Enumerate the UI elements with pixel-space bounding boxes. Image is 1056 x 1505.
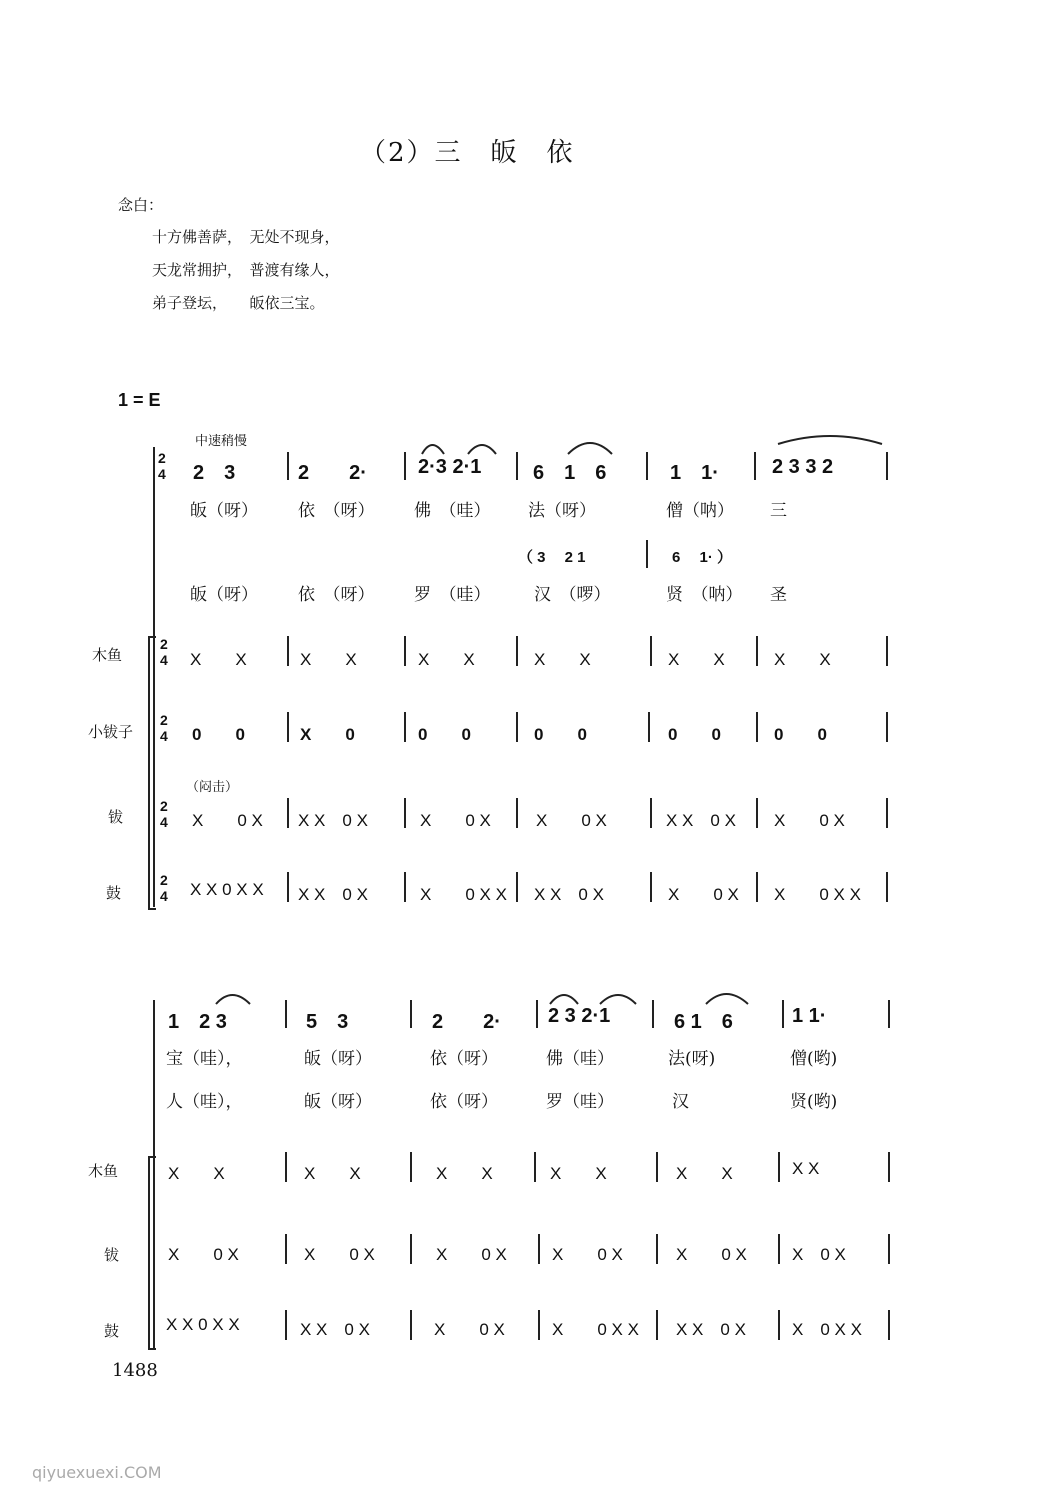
melody-measure: 5 3 (306, 1011, 349, 1033)
instrument-name: 钹 (108, 808, 124, 826)
melody-measure: 2 2· (432, 1011, 501, 1033)
lyric: 罗 （哇） (414, 585, 491, 605)
melody-measure: 6 1 6 (533, 462, 607, 484)
beat-measure: X 0 X (304, 1245, 375, 1264)
beat-measure: X X (676, 1164, 733, 1183)
lyric: 依 （呀） (298, 501, 375, 521)
beat-measure: X 0 X (668, 885, 739, 904)
instrument-name: 鼓 (106, 884, 122, 902)
lyric: 僧(哟) (790, 1049, 838, 1069)
recitation-line: 弟子登坛， 皈依三宝。 (152, 294, 325, 312)
beat-measure: X X (436, 1164, 493, 1183)
lyric: 法（呀） (528, 501, 596, 521)
key-signature: 1 = E (118, 390, 161, 410)
beat-measure: 0 0 (668, 725, 721, 744)
beat-measure: X 0 X X (792, 1320, 862, 1339)
instrument-name: 小钹子 (88, 723, 134, 741)
beat-measure: X X 0 X (666, 811, 736, 830)
percussion-brace (148, 636, 156, 910)
tempo-marking: 中速稍慢 (195, 434, 248, 449)
melody-measure: 1 2 3 (168, 1011, 227, 1033)
beat-measure: X 0 X (192, 811, 263, 830)
lyric: 佛（哇） (546, 1049, 614, 1069)
beat-measure: X X 0 X (298, 885, 368, 904)
beat-measure: X 0 X (792, 1245, 846, 1264)
lyric: 皈（呀） (190, 501, 258, 521)
beat-measure: X X (418, 650, 475, 669)
lyric: 皈（呀） (190, 585, 258, 605)
percussion-brace (148, 1156, 156, 1350)
beat-measure: 0 0 (418, 725, 471, 744)
beat-measure: X 0 X (436, 1245, 507, 1264)
melody-measure: 2·3 2·1 (418, 456, 482, 478)
beat-measure: X 0 X (536, 811, 607, 830)
melody-measure: 2 2· (298, 462, 367, 484)
beat-measure: X X 0 X (298, 811, 368, 830)
beat-measure: X 0 X X (420, 885, 507, 904)
lyric: 宝（哇）， (166, 1049, 243, 1069)
beat-measure: X 0 X (774, 811, 845, 830)
beat-measure: X 0 X (434, 1320, 505, 1339)
melody-measure: 1 1· (670, 462, 719, 484)
interlude: 6 1· ） (672, 549, 733, 566)
instrument-name: 木鱼 (92, 646, 123, 664)
interlude: （ 3 2 1 (518, 549, 586, 566)
melody-measure: 2 3 (193, 462, 236, 484)
time-signature: 2 4 (160, 872, 168, 904)
melody-measure: 2 3 3 2 (772, 456, 834, 478)
lyric: 贤 （呐） (666, 585, 743, 605)
lyric: 依 （呀） (298, 585, 375, 605)
lyric: 人（哇）， (166, 1092, 243, 1112)
beat-measure: X X 0 X (676, 1320, 746, 1339)
beat-measure: X X (190, 650, 247, 669)
lyric: 贤(哟) (790, 1092, 838, 1112)
beat-measure: X 0 X (420, 811, 491, 830)
beat-measure: X X 0 X (300, 1320, 370, 1339)
beat-measure: X X (774, 650, 831, 669)
lyric: 罗（哇） (546, 1092, 614, 1112)
beat-measure: X 0 X (676, 1245, 747, 1264)
beat-measure: X 0 X X (552, 1320, 639, 1339)
lyric: 皈（呀） (304, 1049, 372, 1069)
beat-measure: X X (304, 1164, 361, 1183)
beat-measure: X 0 X X (774, 885, 861, 904)
beat-measure: X X (168, 1164, 225, 1183)
closed-hit-marking: （闷击） (186, 780, 239, 795)
time-signature: 2 4 (160, 636, 168, 668)
beat-measure: 0 0 (534, 725, 587, 744)
melody-measure: 2 3 2·1 (548, 1005, 611, 1027)
recitation-line: 天龙常拥护， 普渡有缘人， (152, 261, 340, 279)
beat-measure: X X 0 X (534, 885, 604, 904)
lyric: 皈（呀） (304, 1092, 372, 1112)
beat-measure: X 0 (300, 725, 355, 744)
lyric: 法(呀) (668, 1049, 716, 1069)
beat-measure: X X (550, 1164, 607, 1183)
instrument-name: 钹 (104, 1246, 120, 1264)
beat-measure: X X (300, 650, 357, 669)
slur-marks (410, 432, 890, 462)
melody-measure: 6 1 6 (674, 1011, 733, 1033)
beat-measure: X X (792, 1159, 820, 1178)
instrument-name: 鼓 (104, 1322, 120, 1340)
page-title: （2）三 皈 依 (360, 138, 575, 168)
beat-measure: X 0 X (168, 1245, 239, 1264)
beat-measure: 0 0 (774, 725, 827, 744)
watermark: qiyuexuexi.COM (32, 1463, 162, 1482)
lyric: 三 (770, 501, 787, 521)
beat-measure: X X (534, 650, 591, 669)
lyric: 圣 (770, 585, 787, 605)
beat-measure: 0 0 (192, 725, 245, 744)
lyric: 依（呀） (430, 1092, 498, 1112)
melody-measure: 1 1· (792, 1005, 827, 1027)
recitation-label: 念白： (118, 196, 164, 214)
page-number: 1488 (112, 1360, 158, 1381)
beat-measure: X X 0 X X (190, 880, 264, 899)
recitation-line: 十方佛善萨， 无处不现身， (152, 228, 340, 246)
lyric: 佛 （哇） (414, 501, 491, 521)
time-signature: 2 4 (160, 712, 168, 744)
lyric: 汉 （啰） (534, 585, 611, 605)
beat-measure: X X (668, 650, 725, 669)
instrument-name: 木鱼 (88, 1162, 119, 1180)
time-signature: 2 4 (160, 798, 168, 830)
lyric: 汉 (672, 1092, 689, 1112)
beat-measure: X X 0 X X (166, 1315, 240, 1334)
beat-measure: X 0 X (552, 1245, 623, 1264)
lyric: 僧（呐） (666, 501, 734, 521)
lyric: 依（呀） (430, 1049, 498, 1069)
time-signature: 2 4 (158, 450, 166, 482)
